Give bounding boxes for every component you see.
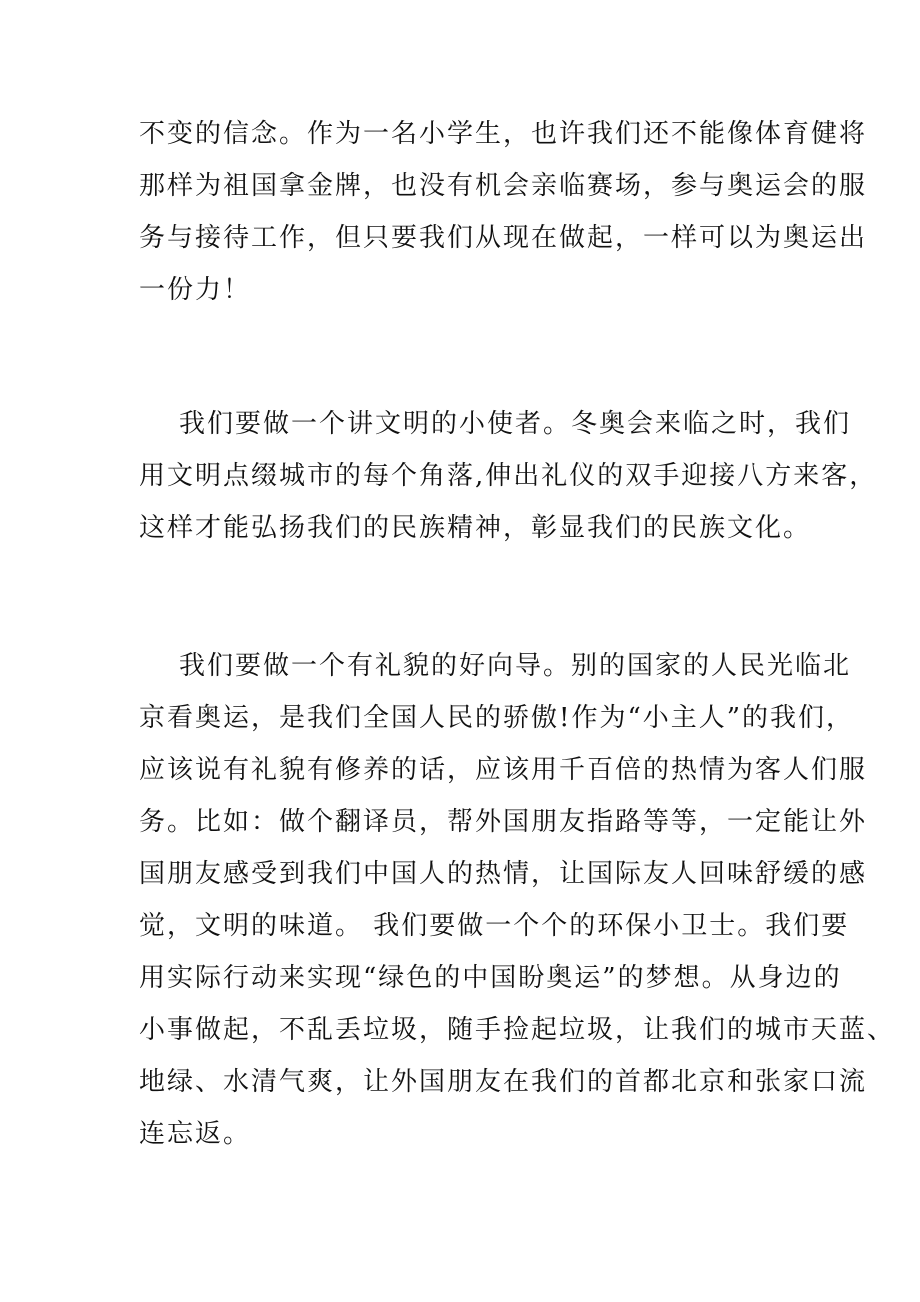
text-line: 连忘返。 bbox=[139, 1119, 252, 1149]
text-line: 用文明点缀城市的每个角落,伸出礼仪的双手迎接八方来客， bbox=[139, 461, 878, 491]
text-line: 一份力！ bbox=[139, 275, 252, 305]
text-line: 地绿、水清气爽，让外国朋友在我们的首都北京和张家口流 bbox=[139, 1067, 868, 1097]
text-line: 国朋友感受到我们中国人的热情，让国际友人回味舒缓的感 bbox=[139, 859, 868, 889]
text-line: 应该说有礼貌有修养的话，应该用千百倍的热情为客人们服 bbox=[139, 755, 868, 785]
paragraph-polite-guide bbox=[139, 640, 896, 1160]
text-line: 我们要做一个讲文明的小使者。冬奥会来临之时，我们 bbox=[179, 409, 852, 439]
text-line: 觉，文明的味道。 我们要做一个个的环保小卫士。我们要 bbox=[139, 911, 850, 941]
text-line: 那样为祖国拿金牌，也没有机会亲临赛场，参与奥运会的服 bbox=[139, 171, 868, 201]
text-line: 京看奥运，是我们全国人民的骄傲!作为“小主人”的我们， bbox=[139, 703, 855, 733]
text-line: 不变的信念。作为一名小学生，也许我们还不能像体育健将 bbox=[139, 119, 868, 149]
text-line: 务。比如：做个翻译员，帮外国朋友指路等等，一定能让外 bbox=[139, 807, 868, 837]
text-line: 这样才能弘扬我们的民族精神，彰显我们的民族文化。 bbox=[139, 513, 812, 543]
paragraph-commitment bbox=[139, 108, 868, 316]
text-line: 我们要做一个有礼貌的好向导。别的国家的人民光临北 bbox=[179, 651, 852, 681]
paragraph-civility-envoy bbox=[139, 398, 878, 554]
text-line: 用实际行动来实现“绿色的中国盼奥运”的梦想。从身边的 bbox=[139, 963, 842, 993]
text-line: 小事做起，不乱丢垃圾，随手捡起垃圾，让我们的城市天蓝、 bbox=[139, 1015, 896, 1045]
text-line: 务与接待工作，但只要我们从现在做起，一样可以为奥运出 bbox=[139, 223, 868, 253]
